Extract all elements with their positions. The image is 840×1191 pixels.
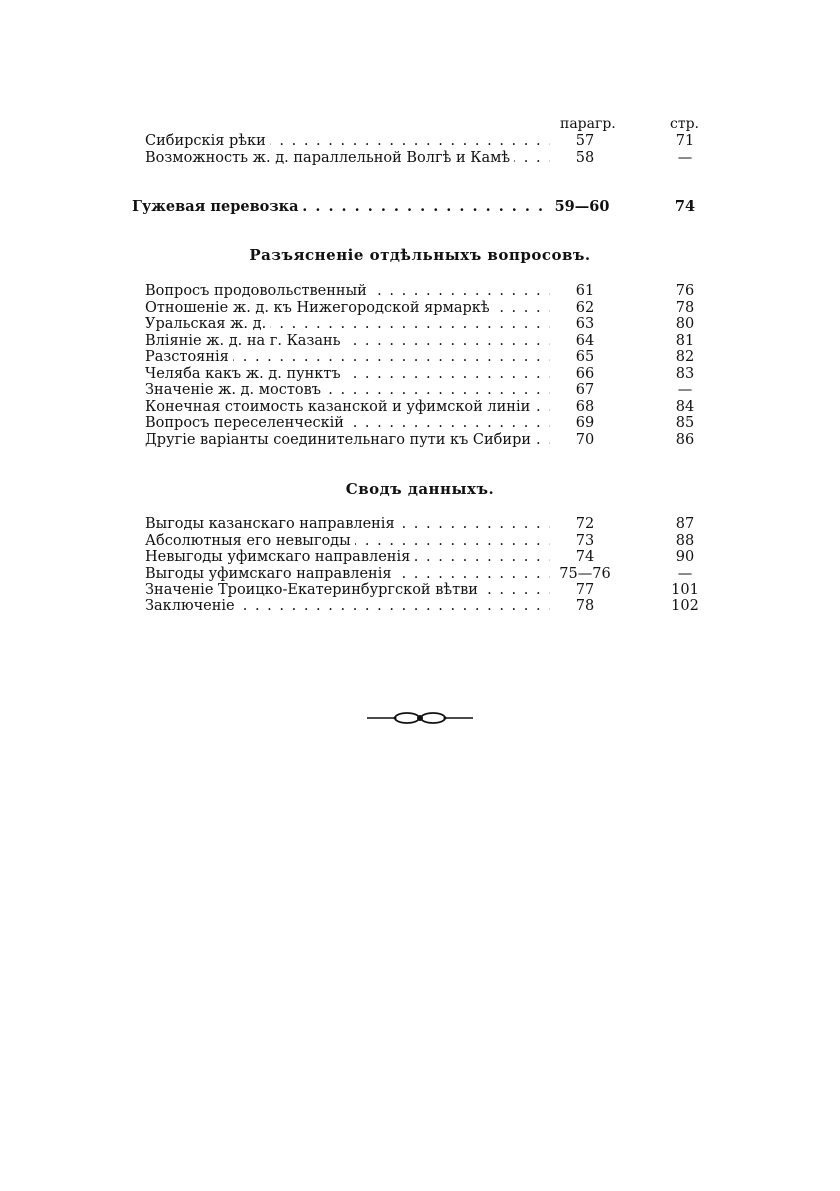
entry-page: 81: [675, 333, 695, 349]
entry-page: 90: [675, 549, 695, 565]
entry-paragraph: 63: [550, 316, 620, 333]
entry-title: Конечная стоимость казанской и уфимской линіи: [145, 399, 534, 415]
entry-title: Уральская ж. д.: [145, 316, 270, 332]
entry-paragraph: 74: [550, 549, 620, 566]
entry-paragraph: 69: [550, 415, 620, 432]
toc-entry: [145, 382, 705, 399]
entry-title: Челяба какъ ж. д. пунктъ: [145, 366, 345, 382]
section-heading: Разъясненіе отдѣльныхъ вопросовъ.: [249, 246, 591, 264]
section-heading: Сводъ данныхъ.: [345, 480, 495, 498]
entry-paragraph: 67: [550, 382, 620, 399]
toc-entry: [145, 333, 705, 350]
scroll-ornament-icon: [0, 708, 840, 732]
entry-paragraph: 65: [550, 349, 620, 366]
entry-title: Вліяніе ж. д. на г. Казань: [145, 333, 345, 349]
entry-title: Вопросъ переселенческій: [145, 415, 348, 431]
entry-page: 78: [675, 300, 695, 316]
toc-entry: [145, 549, 705, 566]
entry-page: 76: [675, 283, 695, 299]
entry-page: 80: [675, 316, 695, 332]
entry-page: 74: [674, 198, 696, 215]
entry-paragraph: 61: [550, 283, 620, 300]
entry-paragraph: 58: [550, 150, 620, 167]
entry-title: Абсолютныя его невыгоды: [145, 533, 355, 549]
toc-entry: [145, 516, 705, 533]
entry-page: 71: [675, 133, 695, 149]
toc-entry: [145, 432, 705, 449]
entry-title: Разстоянія: [145, 349, 233, 365]
toc-entry: [145, 349, 705, 366]
entry-title: Отношеніе ж. д. къ Нижегородской ярмаркѣ: [145, 300, 494, 316]
toc-entry: [145, 366, 705, 383]
entry-page: 101: [671, 582, 699, 598]
entry-title: Значеніе Троицко-Екатеринбургской вѣтви: [145, 582, 482, 598]
entry-title: Выгоды уфимскаго направленія: [145, 566, 396, 582]
toc-entry: [145, 582, 705, 599]
entry-page: 84: [675, 399, 695, 415]
entry-title: Заключеніе: [145, 598, 239, 614]
toc-entry: [145, 399, 705, 416]
toc-entry: [145, 300, 705, 317]
entry-page: 82: [675, 349, 695, 365]
column-headers: [145, 116, 705, 134]
toc-entry: [145, 283, 705, 300]
entry-page: —: [677, 150, 693, 166]
entry-paragraph: 59—60: [547, 198, 617, 215]
entry-paragraph: 68: [550, 399, 620, 416]
toc-entry: [145, 533, 705, 550]
entry-title: Выгоды казанскаго направленія: [145, 516, 399, 532]
entry-page: 102: [671, 598, 699, 614]
entry-page: 85: [675, 415, 695, 431]
entry-paragraph: 57: [550, 133, 620, 150]
toc-entry: [145, 598, 705, 615]
entry-page: 88: [675, 533, 695, 549]
entry-page: 87: [675, 516, 695, 532]
entry-paragraph: 66: [550, 366, 620, 383]
entry-paragraph: 70: [550, 432, 620, 449]
entry-title: Вопросъ продовольственный: [145, 283, 371, 299]
entry-paragraph: 75—76: [550, 566, 620, 583]
entry-title: Сибирскія рѣки: [145, 133, 270, 149]
toc-entry: [145, 566, 705, 583]
entry-title: Другіе варіанты соединительнаго пути къ Сибири: [145, 432, 535, 448]
entry-page: 86: [675, 432, 695, 448]
page-column-header: стр.: [670, 116, 699, 132]
entry-paragraph: 73: [550, 533, 620, 550]
entry-title: Невыгоды уфимскаго направленія: [145, 549, 414, 565]
entry-paragraph: 62: [550, 300, 620, 317]
entry-title: Гужевая перевозка: [132, 198, 302, 215]
entry-title: Возможность ж. д. параллельной Волгѣ и Камѣ: [145, 150, 514, 166]
toc-section-entry: [132, 198, 696, 215]
entry-page: —: [677, 566, 693, 582]
entry-paragraph: 72: [550, 516, 620, 533]
paragraph-column-header: парагр.: [560, 116, 616, 132]
entry-page: —: [677, 382, 693, 398]
toc-entry: [145, 415, 705, 432]
entry-paragraph: 64: [550, 333, 620, 350]
entry-paragraph: 77: [550, 582, 620, 599]
toc-entry: [145, 150, 705, 167]
entry-title: Значеніе ж. д. мостовъ: [145, 382, 325, 398]
entry-paragraph: 78: [550, 598, 620, 615]
toc-entry: [145, 133, 705, 150]
entry-page: 83: [675, 366, 695, 382]
toc-entry: [145, 316, 705, 333]
